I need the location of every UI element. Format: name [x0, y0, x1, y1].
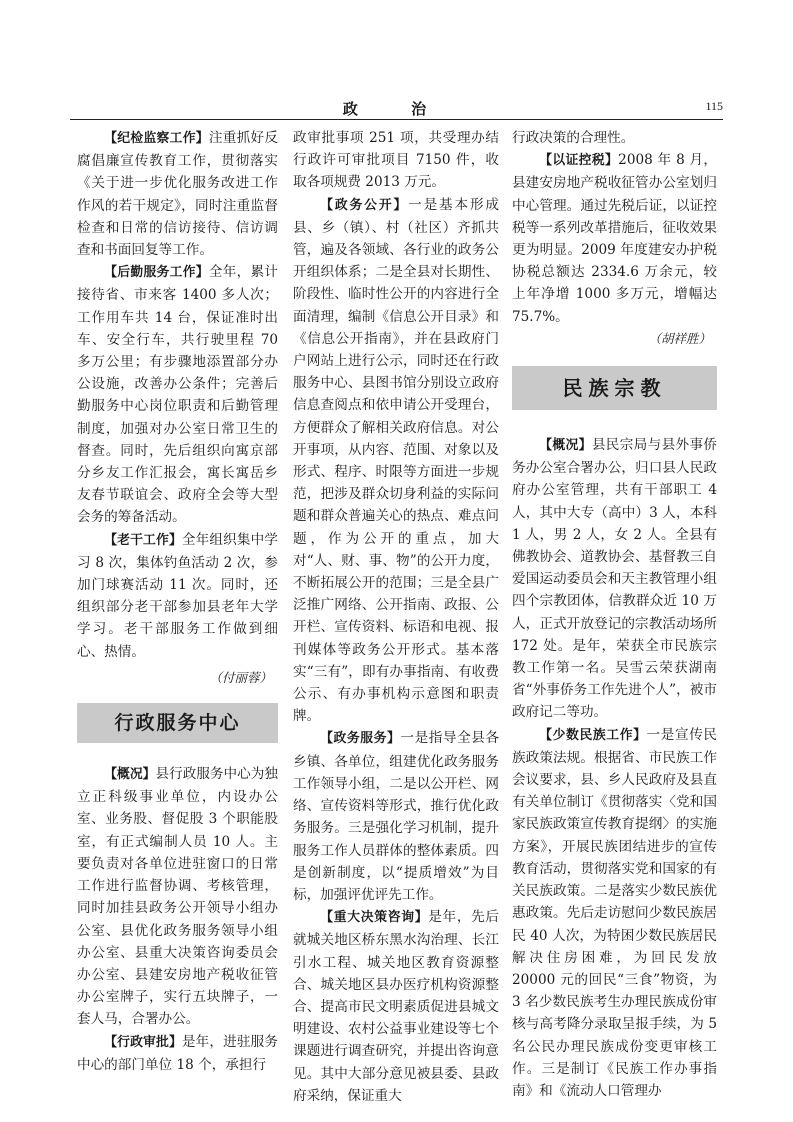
paragraph-gaikuang — [77, 763, 278, 1030]
keyword-shenpi: 【行政审批】 — [104, 1034, 182, 1050]
keyword-houqin: 【后勤服务工作】 — [104, 265, 209, 281]
paragraph-houqin — [77, 261, 278, 528]
text-zixun: 是年，先后就城关地区桥东黑水沟治理、长江引水工程、城关地区教育资源整合、城关地区县办医疗机构资源整合、提高市民文明素质促进县城文明建设、农村公益事业建设等七个课题进行调查研究，并提出咨询意见。其中大部分意见被县委、县政府采纳，保证重大 — [293, 909, 500, 1104]
column-3 — [512, 127, 717, 1102]
paragraph-jijian — [77, 127, 278, 261]
paragraph-laogan — [77, 529, 278, 663]
text-gaikuang: 县行政服务中心为独立正科级事业单位，内设办公室、业务股、督促股 3 个职能股室，有正式编制人员 10 人。主要负责对各单位进驻窗口的日常工作进行监督协调、考核管理，同时加挂县政务公开领导小组办公室、县优化政务服务领导小组办公室、县重大决策咨询委员会办公室、县建安房地产税收征管办公室牌子，实行五块牌子，一套人马，合署办公。 — [77, 766, 278, 1028]
paragraph-kongshui — [512, 149, 717, 328]
paragraph-mz-gaikuang — [512, 434, 717, 724]
text-shenpi: 是年，进驻服务中心的部门单位 18 个，承担行 — [77, 1033, 278, 1073]
text-shaoshu: 一是宣传民族政策法规。根据省、市民族工作会议要求，县、乡人民政府及县直有关单位制订《贯彻落实〈党和国家民族政策宣传教育提纲〉的实施方案》，开展民族团结进步的宣传教育活动，贯彻落实党和国家的有关民族政策。二是落实少数民族优惠政策。先后走访慰问少数民族居民 40 人次，为特困少数民族居民解决住房困难，为回民发放 20000 元的回民“三食”物资，为 3 名少数民族考生办理民族成份审核与高考降分录取呈报手续，为 5 名公民办理民族成份变更审核工作。三是制订《民族工作办事指南》和《流动人口管理办 — [512, 726, 718, 1099]
keyword-kongshui: 【以证控税】 — [539, 153, 619, 169]
keyword-jijian: 【纪检监察工作】 — [104, 131, 209, 146]
keyword-zixun: 【重大决策咨询】 — [320, 910, 429, 926]
text-gongkai: 一是基本形成县、乡（镇）、村（社区）齐抓共管，遍及各领域、各行业的政务公开组织体系；二是全县对长期性、阶段性、临时性公开的内容进行全面清理，编制《信息公开目录》和《信息公开指南》，并在县政府门户网站上进行公示，同时还在行政服务中心、县图书馆分别设立政府信息查阅点和依申请公开受理台，方便群众了解相关政府信息。对公开事项，从内容、范围、对象以及形式、程序、时限等方面进一步规范，把涉及群众切身利益的实际问题和群众普遍关心的热点、难点问题，作为公开的重点，加大对“人、财、事、物”的公开力度，不断拓展公开的范围；三是全县广泛推广网络、公开指南、政报、公开栏、宣传资料、标语和电视、报刊媒体等政务公开形式。基本落实“三有”，即有办事指南、有收费公示、有办事机构示意图和职责牌。 — [293, 196, 500, 725]
text-kongshui: 2008 年 8 月，县建安房地产税收征管办公室划归中心管理。通过先税后证，以证控税等一系列改革措施后，征收效果更为明显。2009 年度建安办护税协税总额达 2334.6 万余元，较上年净增 1000 多万元，增幅达 75.7%。 — [512, 152, 717, 325]
column-2 — [293, 127, 499, 1107]
paragraph-shenpi — [77, 1031, 278, 1076]
text-mz-gaikuang: 县民宗局与县外事侨务办公室合署办公，归口县人民政府办公室管理，共有干部职工 4 人，其中大专（高中）3 人，本科 1 人，男 2 人，女 2 人。全县有佛教协会、道教协会、基督教三自爱国运动委员会和天主教管理小组四个宗教团体，信教群众近 10 万人，正式开放登记的宗教活动场所 172 处。是年，荣获全市民族宗教工作第一名。吴雪云荣获湖南省“外事侨务工作先进个人”，被市政府记二等功。 — [512, 437, 718, 721]
paragraph-zixun — [293, 906, 499, 1107]
keyword-mz-gaikuang: 【概况】 — [539, 438, 592, 454]
section-heading-minzu: 民族宗教 — [512, 366, 717, 410]
keyword-fuwu: 【政务服务】 — [320, 731, 401, 747]
text-fuwu: 一是指导全县各乡镇、各单位，组建优化政务服务工作领导小组，二是以公开栏、网络、宣传资料等形式，推行优化政务服务。三是强化学习机制，提升服务工作人员群体的整体素质。四是创新制度，以“提质增效”为目标，加强评优评先工作。 — [293, 730, 499, 903]
keyword-shaoshu: 【少数民族工作】 — [539, 727, 647, 743]
page-header — [70, 90, 723, 120]
paragraph-zixun-continued: 行政决策的合理性。 — [512, 130, 635, 146]
text-laogan: 全年组织集中学习 8 次，集体钓鱼活动 2 次，参加门球赛活动 11 次。同时，还组织部分老干部参加县老年大学学习。老干部服务工作做到细心、热情。 — [77, 531, 278, 660]
page-number: 115 — [705, 99, 723, 113]
keyword-gongkai: 【政务公开】 — [320, 197, 409, 213]
text-jijian: 注重抓好反腐倡廉宣传教育工作，贯彻落实《关于进一步优化服务改进工作作风的若干规定》，同时注重监督检查和日常的信访接待、信访调查和书面回复等工作。 — [77, 130, 278, 259]
paragraph-shaoshu — [512, 724, 717, 1102]
text-houqin: 全年，累计接待省、市来客 1400 多人次；工作用车共 14 台，保证准时出车、安全行车，共行驶里程 70 多万公里；有步骤地添置部分办公设施，改善办公条件；完善后勤服务中心岗位职责和后勤管理制度，加强对办公室日常卫生的督查。同时，先后组织向寓京部分乡友工作汇报会，寓长寓岳乡友春节联谊会、政府全会等大型会务的筹备活动。 — [77, 264, 278, 526]
paragraph-fuwu — [293, 727, 499, 906]
author-signature-2: （胡祥胜） — [648, 330, 711, 346]
section-title: 政 治 — [342, 100, 451, 118]
keyword-laogan: 【老干工作】 — [104, 532, 182, 548]
column-1 — [77, 127, 278, 1076]
paragraph-shenpi-continued: 政审批事项 251 项，共受理办结行政许可审批项目 7150 件，收取各项规费 2013 万元。 — [293, 130, 499, 191]
keyword-gaikuang: 【概况】 — [104, 767, 156, 783]
paragraph-gongkai — [293, 194, 499, 728]
section-heading-xingzheng: 行政服务中心 — [77, 703, 278, 743]
author-signature: （付丽蓉） — [209, 669, 272, 685]
